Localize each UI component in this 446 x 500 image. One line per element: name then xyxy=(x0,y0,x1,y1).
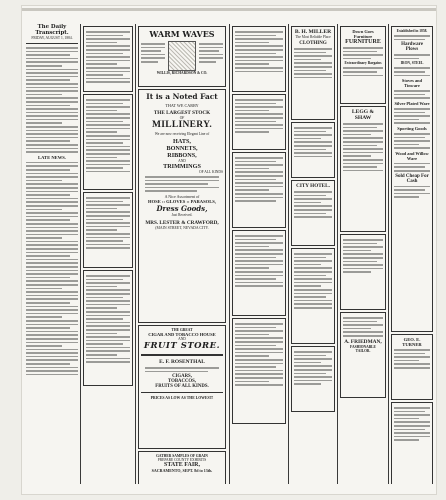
turner-name: GEO. E. TURNER xyxy=(402,337,422,347)
miller-name: B. H. MILLER xyxy=(294,29,332,35)
city-hotel-title: CITY HOTEL. xyxy=(296,183,330,189)
masthead-title: The Daily Transcript. xyxy=(35,24,69,36)
hardware-item: Silver Plated Ware xyxy=(394,100,430,106)
millinery-line3: THE LARGEST STOCK xyxy=(153,110,211,116)
tobacco-item: CIGARS, xyxy=(172,374,192,380)
hardware-ad xyxy=(391,26,433,332)
miller-tagline: The Most Reliable Place xyxy=(295,35,331,39)
friedman-ad xyxy=(340,312,386,398)
hardware-established: Established in 1858. xyxy=(396,29,428,33)
millinery-line2: THAT WE CARRY xyxy=(165,103,199,108)
millinery-item: AND xyxy=(178,159,186,163)
millinery-line6: We are now receiving Elegant Line of xyxy=(154,132,210,136)
millinery-line5: MILLINERY. xyxy=(151,120,213,130)
city-hotel-ad xyxy=(291,180,335,246)
miller-ad xyxy=(291,26,335,120)
millinery-dress: Dress Goods, xyxy=(156,203,208,213)
hardware-item: Wood and Willow Ware xyxy=(395,150,429,161)
legg-shaw-ad xyxy=(340,106,386,232)
tobacco-line3: AND xyxy=(178,337,186,341)
ads-column-furniture xyxy=(340,24,386,484)
turner-ad xyxy=(391,334,433,400)
ads-column-hotel xyxy=(291,24,335,484)
warm-waves-ad xyxy=(138,26,226,87)
masthead-date: FRIDAY, AUGUST 1, 1884. xyxy=(31,36,73,40)
ads-column-center xyxy=(138,24,226,484)
furniture-head: Down Goes Furniture xyxy=(352,29,374,39)
tobacco-item: FRUITS OF ALL KINDS. xyxy=(155,384,209,390)
friedman-tailor: FASHIONABLE TAILOR. xyxy=(350,344,376,353)
millinery-item: HATS, xyxy=(173,138,191,145)
millinery-items-tail: OF ALL KINDS xyxy=(198,170,223,174)
late-news-label: LATE NEWS. xyxy=(38,154,66,160)
fair-line4: SACRAMENTO, SEPT. 8d to 13th. xyxy=(151,468,213,473)
hardware-item: Hardware xyxy=(401,42,423,48)
ads-column-miller xyxy=(232,24,286,484)
millinery-address: (MAIN STREET, NEVADA CITY. xyxy=(155,225,209,230)
hardware-item: Plows xyxy=(405,47,419,53)
fair-line2: PREPARE COUNTY EXHIBITS xyxy=(157,458,207,462)
tobacco-line4: FRUIT STORE. xyxy=(143,341,221,351)
tobacco-prices: PRICES AS LOW AS THE LOWEST! xyxy=(150,396,214,401)
state-fair-ad xyxy=(138,451,226,484)
hardware-item: IRON, STEEL xyxy=(400,61,424,66)
newspaper-page xyxy=(22,6,436,494)
fair-line3: STATE FAIR, xyxy=(163,462,200,468)
fair-line1: GATHER SAMPLES OF GRAIN xyxy=(156,454,208,458)
millinery-item: BONNETS, xyxy=(166,145,198,152)
millinery-line4: OF xyxy=(179,116,185,120)
tobacco-line2: CIGAR AND TOBACCO HOUSE xyxy=(148,332,216,337)
furniture-stock: Extraordinary Bargains xyxy=(344,61,382,66)
millinery-received: Just Received. xyxy=(171,212,193,217)
furniture-sub: FURNITURE xyxy=(345,39,381,45)
tobacco-line1: THE GREAT xyxy=(171,328,193,332)
tobacco-ad xyxy=(138,325,226,449)
warm-waves-headline: WARM WAVES xyxy=(149,29,215,39)
waves-illustration xyxy=(168,41,196,71)
hardware-column xyxy=(391,24,433,484)
millinery-goods: HOSE :: GLOVES :: PARASOLS, xyxy=(148,198,216,204)
millinery-line1: It is a Noted Fact xyxy=(146,92,218,101)
millinery-proprietors: MRS. LESTER & CRAWFORD, xyxy=(145,219,219,226)
hardware-item: Stoves and Tinware xyxy=(401,78,423,89)
millinery-assortment: A Nice Assortment of xyxy=(164,193,200,199)
tobacco-item: TOBACCOS, xyxy=(167,379,197,385)
tobacco-owner: E. F. ROSENTHAL xyxy=(159,359,205,365)
news-column xyxy=(26,24,78,484)
furniture-ad xyxy=(340,26,386,104)
miller-clothing: CLOTHING xyxy=(299,41,327,46)
millinery-item: RIBBONS, xyxy=(167,152,197,159)
waves-firm: WILLIS, RICHARDSON & CO. xyxy=(156,71,208,75)
friedman-name: A. FRIEDMAN, xyxy=(344,338,382,345)
hardware-item: Sporting Goods xyxy=(397,125,427,131)
legg-shaw-name: LEGG & SHAW xyxy=(351,109,375,121)
binding-edge xyxy=(22,8,436,11)
directory-column xyxy=(83,24,133,484)
millinery-ad xyxy=(138,89,226,323)
millinery-item: TRIMMINGS xyxy=(163,163,201,170)
hardware-item: Sold Cheap For Cash xyxy=(395,173,429,184)
